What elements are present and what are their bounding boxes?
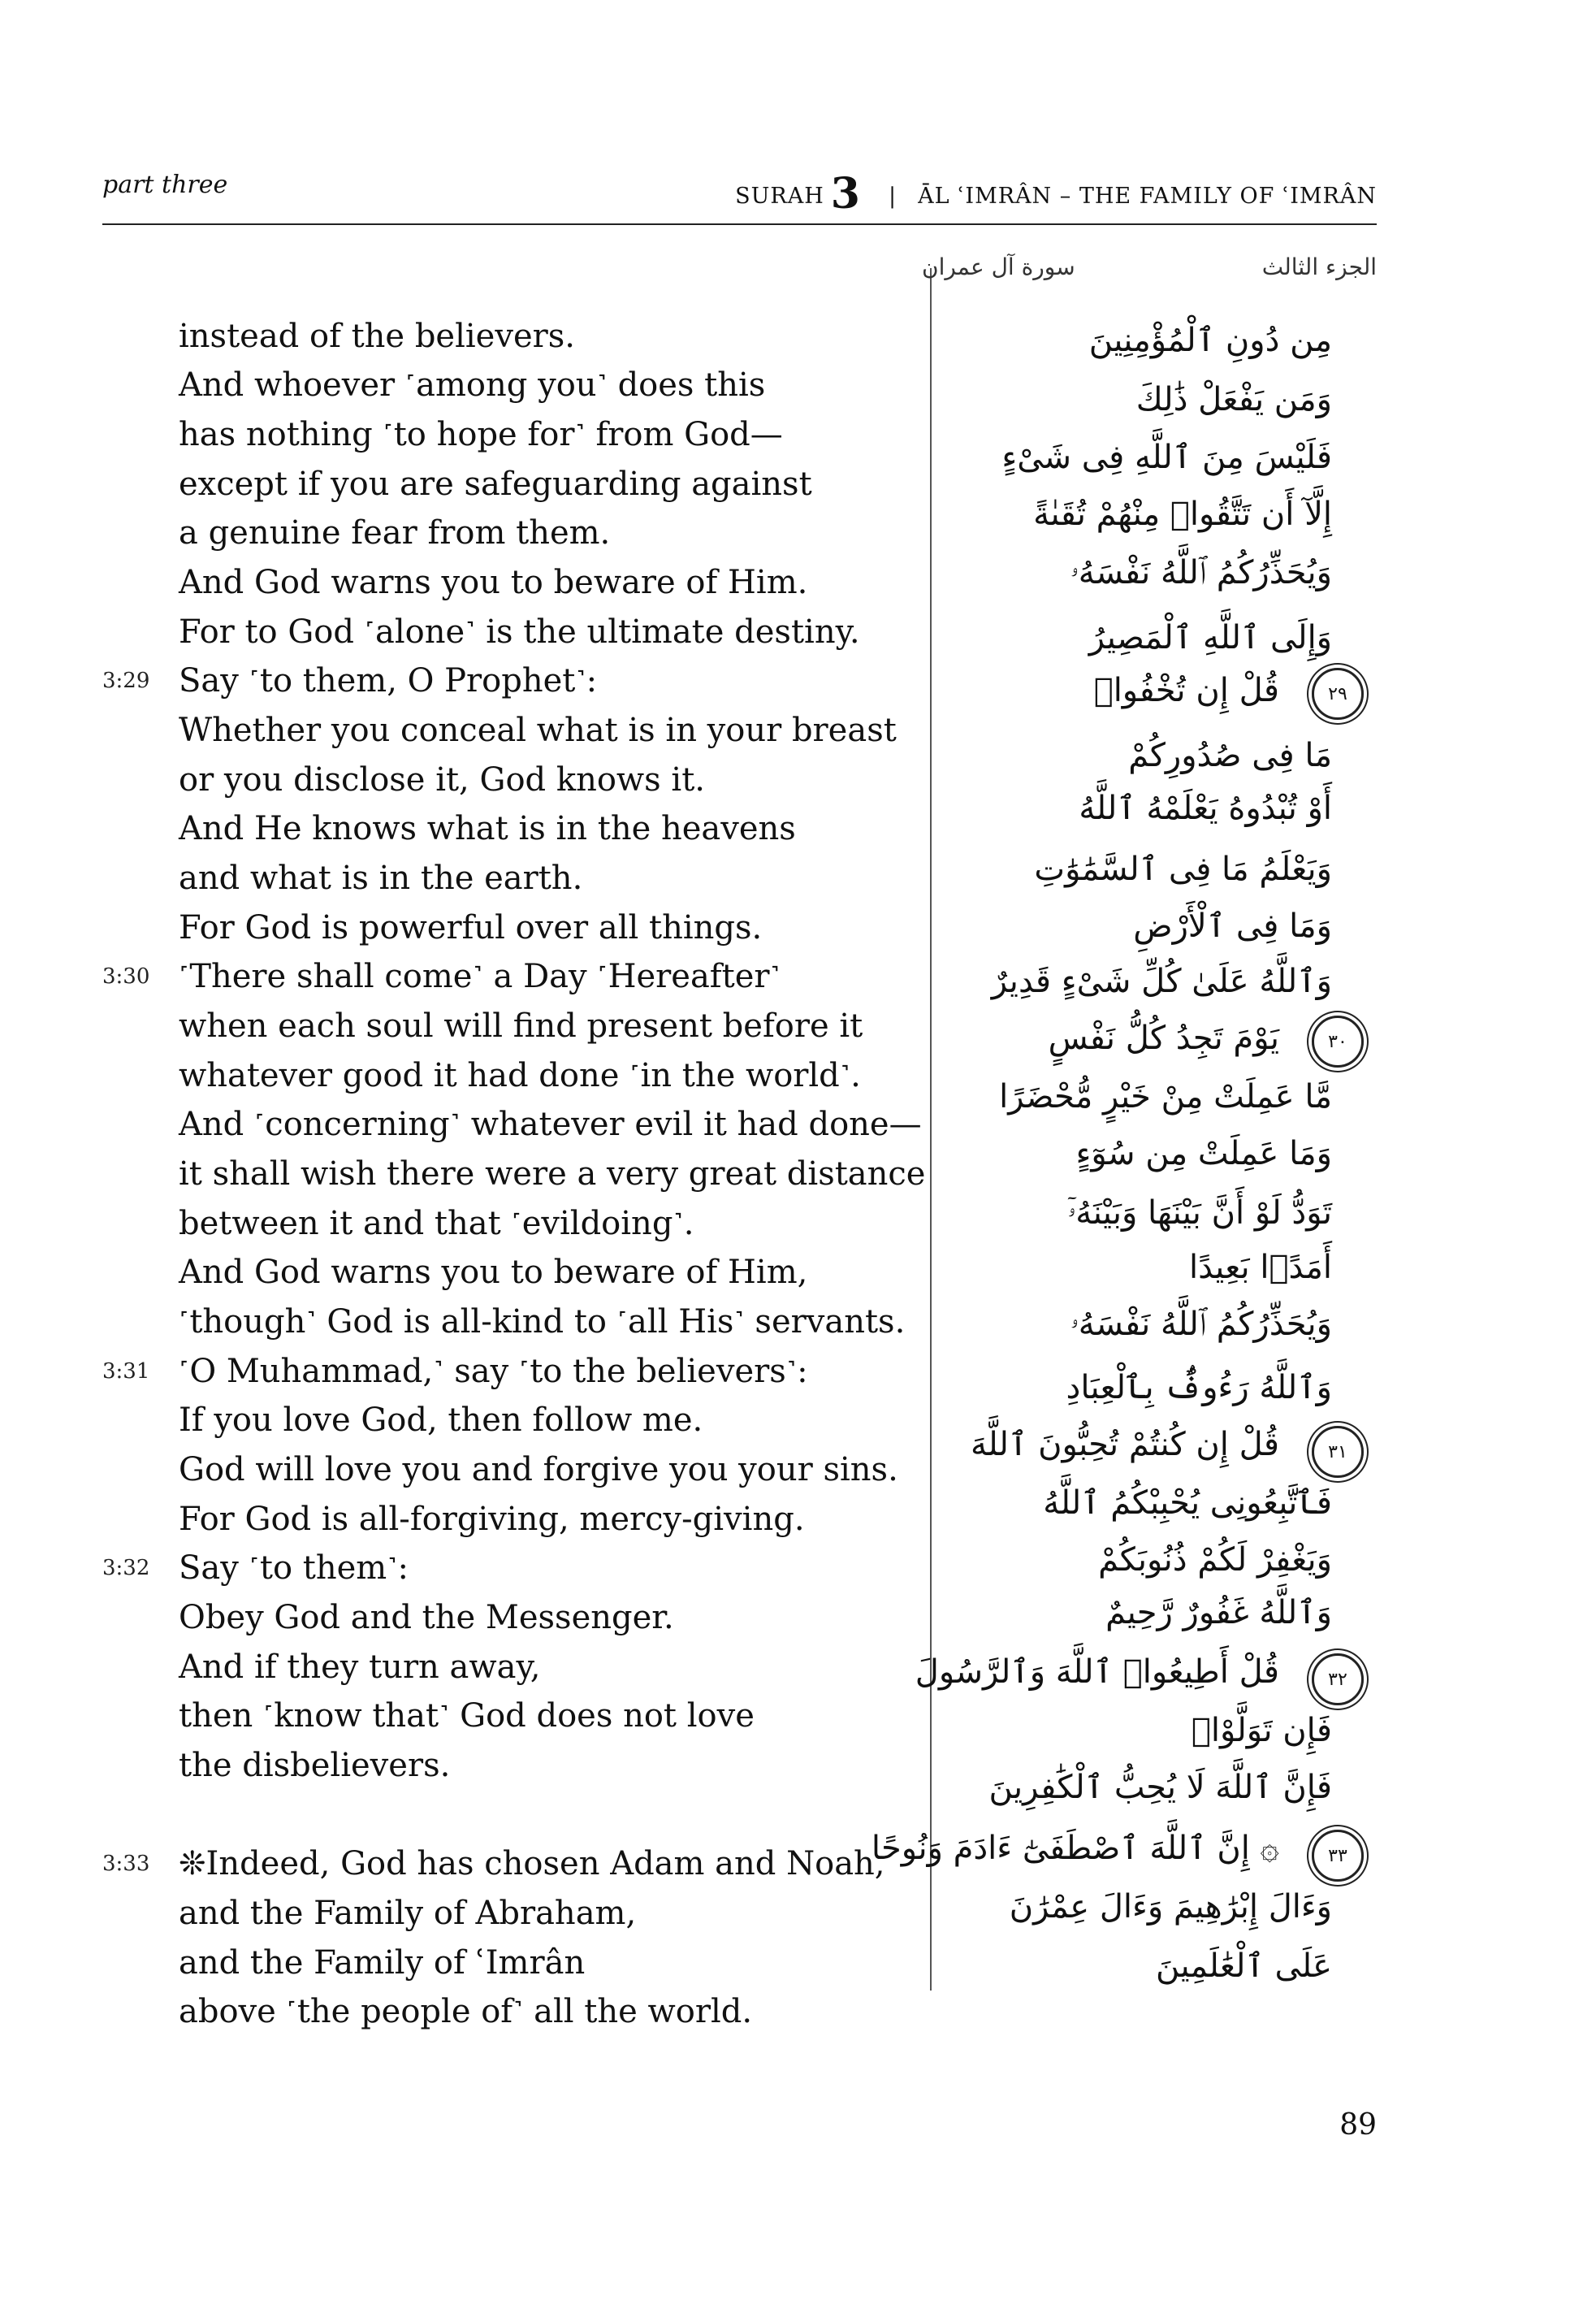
arabic-line: وَمَن يَفْعَلْ ذَٰلِكَ	[1135, 381, 1332, 418]
arabic-line: أَمَدًۢا بَعِيدًا	[1189, 1249, 1332, 1286]
surah-title: ĀL ʿIMRÂN – THE FAMILY OF ʿIMRÂN	[918, 184, 1377, 209]
verse-line: And whoever ˹among you˺ does this	[179, 366, 766, 404]
arabic-line: وَيُحَذِّرُكُمُ ٱللَّهُ نَفْسَهُۥ	[1070, 554, 1332, 591]
verse-line: Say ˹to them˺:	[179, 1549, 409, 1587]
verse-line: and what is in the earth.	[179, 860, 583, 897]
arabic-line: وَيَغْفِرْ لَكُمْ ذُنُوبَكُمْ	[1098, 1541, 1332, 1579]
verse-line: except if you are safeguarding against	[179, 466, 812, 503]
verse-line: Obey God and the Messenger.	[179, 1599, 674, 1636]
arabic-line: فَٱتَّبِعُونِى يُحْبِبْكُمُ ٱللَّهُ	[1043, 1484, 1332, 1522]
verse-line: between it and that ˹evildoing˺.	[179, 1205, 694, 1242]
verse-line: and the Family of ʿImrân	[179, 1944, 586, 1982]
arabic-line: مِن دُونِ ٱلْمُؤْمِنِينَ	[1088, 322, 1332, 359]
verse-line: above ˹the people of˺ all the world.	[179, 1993, 753, 2030]
verse-line: then ˹know that˺ God does not love	[179, 1697, 755, 1735]
verse-line: ˹There shall come˺ a Day ˹Hereafter˺	[179, 958, 781, 995]
page-number: 89	[1339, 2108, 1377, 2142]
part-label: part three	[102, 171, 228, 199]
arabic-line: قُلْ إِن تُخْفُوا۟	[1093, 672, 1279, 709]
verse-number: 3:31	[102, 1359, 150, 1384]
arabic-part-label: الجزء الثالث	[1261, 253, 1377, 280]
verse-marker-icon: ٣٠	[1312, 1016, 1364, 1068]
verse-line: instead of the believers.	[179, 318, 575, 355]
arabic-surah-label: سورة آل عمران	[922, 253, 1075, 280]
verse-line: And God warns you to beware of Him,	[179, 1254, 808, 1291]
arabic-line: عَلَى ٱلْعَٰلَمِينَ	[1156, 1947, 1332, 1985]
verse-line: For God is all-forgiving, mercy-giving.	[179, 1501, 805, 1538]
arabic-line: وَإِلَى ٱللَّهِ ٱلْمَصِيرُ	[1088, 619, 1332, 656]
arabic-line: إِلَّآ أَن تَتَّقُوا۟ مِنْهُمْ تُقَىٰةً	[1033, 496, 1332, 533]
verse-marker-icon: ٣٣	[1312, 1830, 1364, 1882]
arabic-line: وَءَالَ إِبْرَٰهِيمَ وَءَالَ عِمْرَٰنَ	[1009, 1888, 1332, 1926]
verse-line: ❊Indeed, God has chosen Adam and Noah,	[179, 1845, 885, 1882]
verse-line: And He knows what is in the heavens	[179, 810, 796, 847]
arabic-line: فَإِن تَوَلَّوْا۟	[1191, 1712, 1332, 1749]
verse-line: has nothing ˹to hope for˺ from God—	[179, 416, 783, 453]
verse-number: 3:29	[102, 669, 150, 693]
verse-line: And God warns you to beware of Him.	[179, 564, 808, 601]
arabic-line: فَإِنَّ ٱللَّهَ لَا يُحِبُّ ٱلْكَٰفِرِينَ	[988, 1769, 1332, 1806]
verse-number: 3:33	[102, 1852, 150, 1876]
arabic-line: مَا فِى صُدُورِكُمْ	[1128, 737, 1332, 774]
arabic-line: فَلَيْسَ مِنَ ٱللَّهِ فِى شَىْءٍ	[1001, 439, 1332, 476]
surah-label: SURAH	[735, 184, 824, 209]
verse-marker-icon: ٢٩	[1312, 668, 1364, 720]
verse-line: and the Family of Abraham,	[179, 1895, 637, 1932]
verse-marker-icon: ٣٢	[1312, 1653, 1364, 1705]
verse-line: God will love you and forgive you your sins.	[179, 1451, 898, 1488]
arabic-line: تَوَدُّ لَوْ أَنَّ بَيْنَهَا وَبَيْنَهُۥٓ	[1067, 1194, 1332, 1232]
column-divider	[930, 268, 932, 1991]
verse-line: or you disclose it, God knows it.	[179, 761, 705, 799]
verse-line: Say ˹to them, O Prophet˺:	[179, 662, 598, 700]
verse-line: If you love God, then follow me.	[179, 1401, 703, 1439]
surah-number: 3	[830, 169, 861, 219]
arabic-line: قُلْ إِن كُنتُمْ تُحِبُّونَ ٱللَّهَ	[971, 1426, 1279, 1463]
page-header	[102, 162, 1377, 219]
arabic-line: وَيُحَذِّرُكُمُ ٱللَّهُ نَفْسَهُۥ	[1070, 1306, 1332, 1343]
verse-line: it shall wish there were a very great distance	[179, 1155, 926, 1193]
arabic-line: يَوْمَ تَجِدُ كُلُّ نَفْسٍ	[1048, 1020, 1279, 1057]
surah-title-block	[735, 164, 1377, 219]
verse-number: 3:30	[102, 964, 150, 989]
verse-line: a genuine fear from them.	[179, 514, 611, 552]
arabic-line: وَيَعْلَمُ مَا فِى ٱلسَّمَٰوَٰتِ	[1034, 851, 1332, 888]
verse-marker-icon: ٣١	[1312, 1426, 1364, 1478]
verse-line: For God is powerful over all things.	[179, 909, 763, 947]
header-rule	[102, 223, 1377, 225]
verse-line: For to God ˹alone˺ is the ultimate destiny.	[179, 613, 860, 651]
arabic-line: وَمَا فِى ٱلْأَرْضِ	[1133, 908, 1332, 945]
arabic-line: ۞ إِنَّ ٱللَّهَ ٱصْطَفَىٰٓ ءَادَمَ وَنُوحًا	[871, 1830, 1279, 1867]
arabic-line: وَٱللَّهُ غَفُورٌ رَّحِيمٌ	[1105, 1594, 1332, 1631]
verse-line: And ˹concerning˺ whatever evil it had done—	[179, 1106, 922, 1143]
arabic-line: أَوْ تُبْدُوهُ يَعْلَمْهُ ٱللَّهُ	[1079, 790, 1332, 827]
arabic-line: وَٱللَّهُ عَلَىٰ كُلِّ شَىْءٍ قَدِيرٌ	[991, 963, 1332, 1000]
verse-line: when each soul will find present before it	[179, 1007, 863, 1045]
verse-number: 3:32	[102, 1556, 150, 1580]
arabic-line: وَمَا عَمِلَتْ مِن سُوٓءٍ	[1075, 1135, 1332, 1172]
verse-line: ˹though˺ God is all-kind to ˹all His˺ servants.	[179, 1303, 906, 1341]
verse-line: ˹O Muhammad,˺ say ˹to the believers˺:	[179, 1353, 808, 1390]
verse-line: Whether you conceal what is in your breast	[179, 712, 897, 749]
arabic-line: مَّا عَمِلَتْ مِنْ خَيْرٍ مُّحْضَرًا	[999, 1078, 1332, 1116]
verse-line: the disbelievers.	[179, 1747, 451, 1784]
arabic-line: وَٱللَّهُ رَءُوفٌۢ بِٱلْعِبَادِ	[1066, 1369, 1332, 1406]
verse-line: whatever good it had done ˹in the world˺.	[179, 1057, 861, 1094]
arabic-line: قُلْ أَطِيعُوا۟ ٱللَّهَ وَٱلرَّسُولَ	[915, 1653, 1279, 1691]
verse-line: And if they turn away,	[179, 1648, 541, 1686]
header-separator: |	[888, 184, 897, 209]
